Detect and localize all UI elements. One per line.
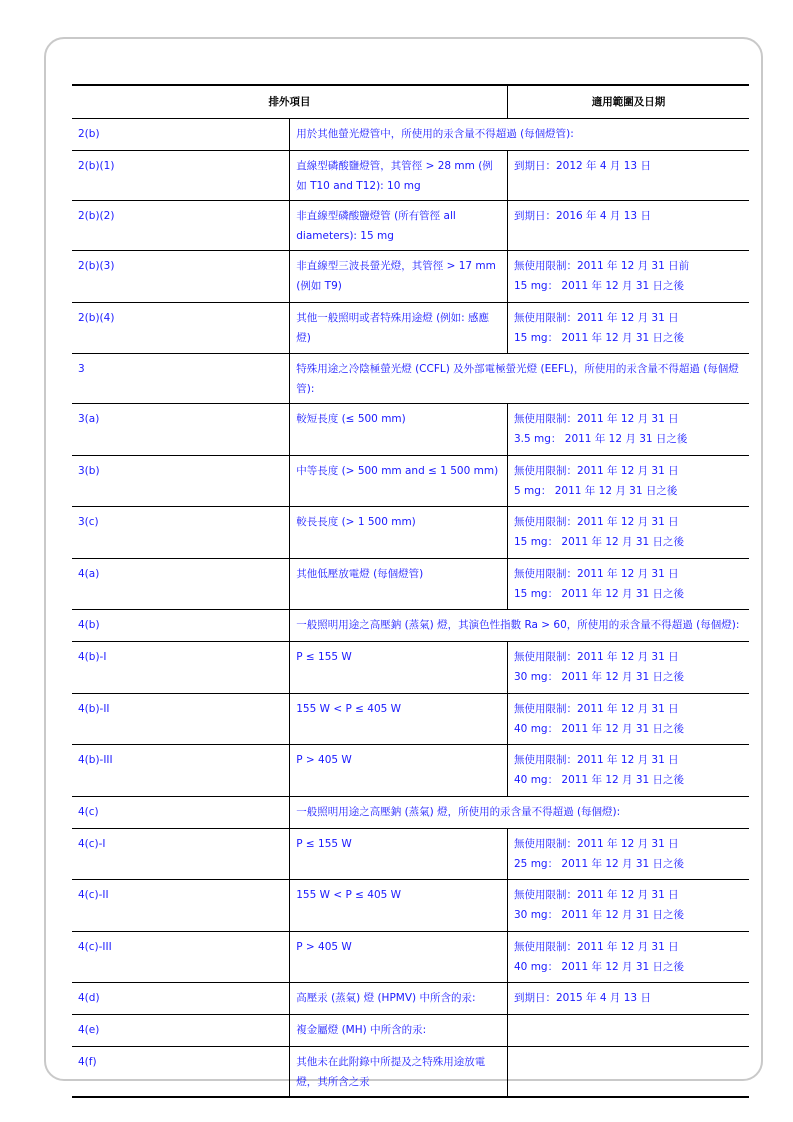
scope-line-1: 到期日：2012 年 4 月 13 日 (514, 160, 651, 172)
scope-line-2: 3.5 mg： 2011 年 12 月 31 日之後 (514, 433, 688, 445)
scope-line-1: 無使用限制：2011 年 12 月 31 日 (514, 651, 679, 663)
row-description: P > 405 W (290, 931, 508, 983)
scope-line-2: 30 mg： 2011 年 12 月 31 日之後 (514, 909, 685, 921)
row-description: 用於其他螢光燈管中，所使用的汞含量不得超過 (每個燈管): (290, 119, 749, 151)
table-row (72, 642, 749, 694)
row-scope-date (508, 302, 750, 354)
scope-line-2: 25 mg： 2011 年 12 月 31 日之後 (514, 857, 685, 870)
table-row (72, 558, 749, 610)
scope-line-1: 無使用限制：2011 年 12 月 31 日 (514, 889, 679, 901)
row-scope-date (508, 642, 750, 694)
row-scope-date (508, 507, 750, 559)
row-scope-date (508, 404, 750, 456)
row-description: 155 W < P ≤ 405 W (290, 880, 508, 932)
table-row (72, 201, 749, 251)
row-scope-date (508, 745, 750, 797)
scope-line-1: 到期日：2015 年 4 月 13 日 (514, 992, 651, 1004)
row-description: 其他低壓放電燈 (每個燈管) (290, 558, 508, 610)
row-code: 2(b)(4) (72, 302, 290, 354)
row-description: 較短長度 (≤ 500 mm) (290, 404, 508, 456)
row-code: 4(b)-III (72, 745, 290, 797)
row-code: 4(c)-I (72, 828, 290, 880)
row-code: 4(b)-II (72, 693, 290, 745)
row-code: 4(d) (72, 983, 290, 1015)
scope-line-1: 無使用限制：2011 年 12 月 31 日 (514, 754, 679, 766)
scope-line-1: 無使用限制：2011 年 12 月 31 日 (514, 311, 679, 324)
row-code: 3(a) (72, 404, 290, 456)
scope-line-1: 無使用限制：2011 年 12 月 31 日前 (514, 260, 690, 272)
scope-line-1: 無使用限制：2011 年 12 月 31 日 (514, 516, 679, 528)
row-description: 一般照明用途之高壓鈉 (蒸氣) 燈，所使用的汞含量不得超過 (每個燈): (290, 796, 749, 828)
row-description: P ≤ 155 W (290, 642, 508, 694)
table-row (72, 151, 749, 201)
row-description: 非直線型三波長螢光燈，其管徑 > 17 mm (例如 T9) (290, 251, 508, 303)
row-code: 2(b)(3) (72, 251, 290, 303)
scope-line-2: 15 mg： 2011 年 12 月 31 日之後 (514, 536, 685, 548)
row-code: 4(c) (72, 796, 290, 828)
row-description: 複金屬燈 (MH) 中所含的汞: (290, 1015, 508, 1047)
table-row (72, 1015, 749, 1047)
scope-line-1: 到期日：2016 年 4 月 13 日 (514, 210, 651, 222)
scope-line-1: 無使用限制：2011 年 12 月 31 日 (514, 413, 679, 425)
scope-line-2: 40 mg： 2011 年 12 月 31 日之後 (514, 960, 685, 973)
row-code: 4(a) (72, 558, 290, 610)
row-code: 4(c)-III (72, 931, 290, 983)
scope-line-1: 無使用限制：2011 年 12 月 31 日 (514, 567, 679, 580)
table-row (72, 745, 749, 797)
scope-line-1: 無使用限制：2011 年 12 月 31 日 (514, 702, 679, 715)
table-row (72, 796, 749, 828)
header-exempt-item: 排外項目 (72, 85, 508, 119)
row-code: 2(b)(1) (72, 151, 290, 201)
scope-line-1: 無使用限制：2011 年 12 月 31 日 (514, 464, 679, 477)
table-row (72, 880, 749, 932)
row-description: 高壓汞 (蒸氣) 燈 (HPMV) 中所含的汞: (290, 983, 508, 1015)
scope-line-1: 無使用限制：2011 年 12 月 31 日 (514, 837, 679, 850)
row-description: 其他未在此附錄中所提及之特殊用途放電燈，其所含之汞 (290, 1047, 508, 1098)
table-row (72, 693, 749, 745)
row-scope-date (508, 1047, 750, 1098)
row-scope-date (508, 931, 750, 983)
row-scope-date (508, 558, 750, 610)
scope-line-2: 15 mg： 2011 年 12 月 31 日之後 (514, 331, 685, 344)
table-row (72, 251, 749, 303)
row-description: 一般照明用途之高壓鈉 (蒸氣) 燈，其演色性指數 Ra > 60，所使用的汞含量不得超過 (每個燈): (290, 610, 749, 642)
row-description: P > 405 W (290, 745, 508, 797)
row-scope-date (508, 151, 750, 201)
exemption-table (72, 84, 749, 1098)
table-row (72, 455, 749, 507)
row-code: 4(b)-I (72, 642, 290, 694)
table-row (72, 354, 749, 404)
scope-line-2: 15 mg： 2011 年 12 月 31 日之後 (514, 280, 685, 292)
table-header-row (72, 85, 749, 119)
scope-line-2: 40 mg： 2011 年 12 月 31 日之後 (514, 722, 685, 735)
row-description: 155 W < P ≤ 405 W (290, 693, 508, 745)
row-scope-date (508, 693, 750, 745)
row-code: 3(b) (72, 455, 290, 507)
row-description: 特殊用途之冷陰極螢光燈 (CCFL) 及外部電極螢光燈 (EEFL)，所使用的汞含量不得超過 (每個燈管): (290, 354, 749, 404)
table-row (72, 1047, 749, 1098)
scope-line-2: 40 mg： 2011 年 12 月 31 日之後 (514, 774, 685, 786)
row-code: 3 (72, 354, 290, 404)
row-code: 4(b) (72, 610, 290, 642)
row-description: 直線型磷酸鹽燈管，其管徑 > 28 mm (例如 T10 and T12): 10 mg (290, 151, 508, 201)
row-description: 中等長度 (> 500 mm and ≤ 1 500 mm) (290, 455, 508, 507)
row-code: 3(c) (72, 507, 290, 559)
row-description: P ≤ 155 W (290, 828, 508, 880)
row-scope-date (508, 455, 750, 507)
table-row (72, 931, 749, 983)
table-row (72, 983, 749, 1015)
row-code: 4(e) (72, 1015, 290, 1047)
row-scope-date (508, 201, 750, 251)
table-row (72, 404, 749, 456)
table-row (72, 119, 749, 151)
row-code: 4(c)-II (72, 880, 290, 932)
scope-line-2: 30 mg： 2011 年 12 月 31 日之後 (514, 671, 685, 683)
scope-line-1: 無使用限制：2011 年 12 月 31 日 (514, 940, 679, 953)
row-description: 非直線型磷酸鹽燈管 (所有管徑 all diameters): 15 mg (290, 201, 508, 251)
table-row (72, 302, 749, 354)
table-row (72, 507, 749, 559)
row-scope-date (508, 251, 750, 303)
row-scope-date (508, 880, 750, 932)
header-scope-date: 適用範圍及日期 (508, 85, 750, 119)
row-scope-date (508, 983, 750, 1015)
row-code: 4(f) (72, 1047, 290, 1098)
row-description: 其他一般照明或者特殊用途燈 (例如: 感應燈) (290, 302, 508, 354)
scope-line-2: 15 mg： 2011 年 12 月 31 日之後 (514, 587, 685, 600)
row-scope-date (508, 828, 750, 880)
row-description: 較長長度 (> 1 500 mm) (290, 507, 508, 559)
row-code: 2(b)(2) (72, 201, 290, 251)
row-code: 2(b) (72, 119, 290, 151)
table-row (72, 610, 749, 642)
row-scope-date (508, 1015, 750, 1047)
table-row (72, 828, 749, 880)
scope-line-2: 5 mg： 2011 年 12 月 31 日之後 (514, 484, 678, 497)
